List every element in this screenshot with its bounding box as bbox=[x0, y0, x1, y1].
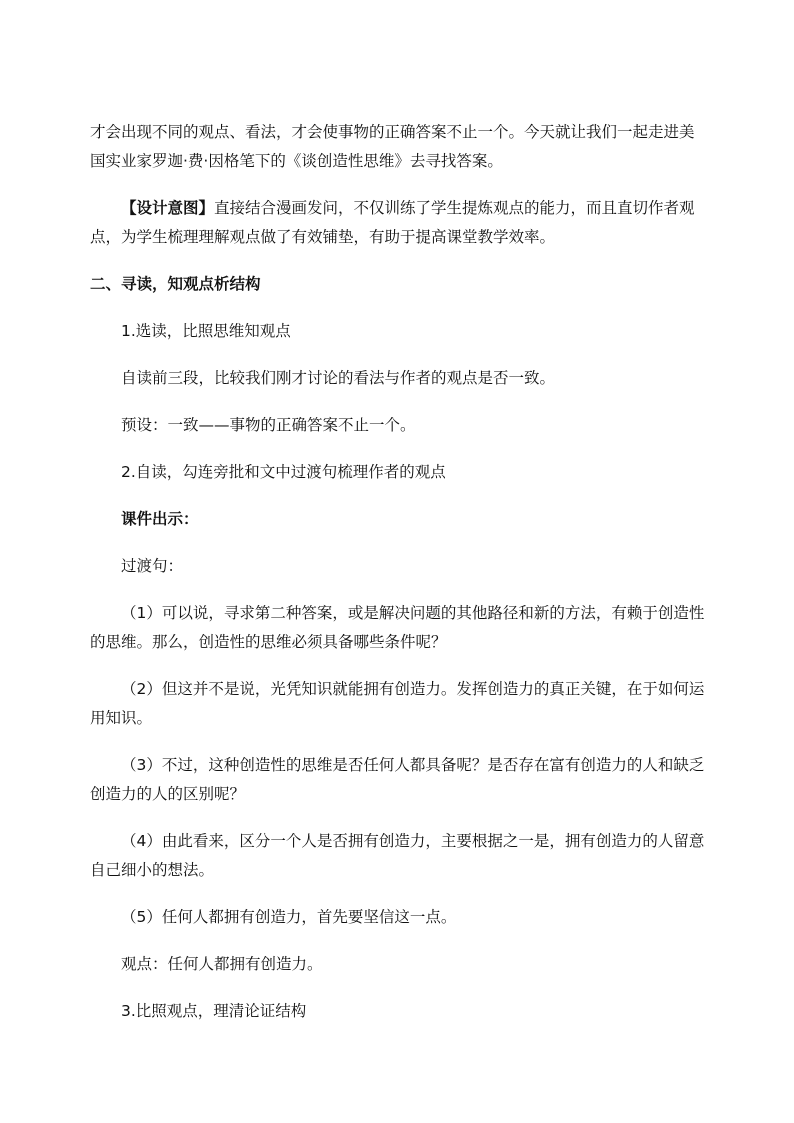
section-heading: 二、寻读，知观点析结构 bbox=[90, 275, 261, 293]
transition-item-1: （1）可以说，寻求第二种答案，或是解决问题的其他路径和新的方法，有赖于创造性的思维。那么，创造性的思维必须具备哪些条件呢？ bbox=[90, 604, 705, 651]
read-instruction: 自读前三段，比较我们刚才讨论的看法与作者的观点是否一致。 bbox=[121, 369, 556, 387]
transition-item-4: （4）由此看来，区分一个人是否拥有创造力，主要根据之一是，拥有创造力的人留意自己细小的想法。 bbox=[90, 832, 705, 879]
step-3: 3.比照观点，理清论证结构 bbox=[121, 1002, 307, 1020]
step-2: 2.自读，勾连旁批和文中过渡句梳理作者的观点 bbox=[121, 463, 446, 481]
viewpoint-statement: 观点：任何人都拥有创造力。 bbox=[121, 955, 323, 973]
transition-item-2: （2）但这并不是说，光凭知识就能拥有创造力。发挥创造力的真正关键，在于如何运用知识。 bbox=[90, 680, 705, 727]
transition-label: 过渡句： bbox=[121, 557, 184, 575]
preset-answer: 预设：一致——事物的正确答案不止一个。 bbox=[121, 416, 416, 434]
step-1: 1.选读，比照思维知观点 bbox=[121, 322, 291, 340]
transition-item-3: （3）不过，这种创造性的思维是否任何人都具备呢？是否存在富有创造力的人和缺乏创造力的人的区别呢？ bbox=[90, 756, 705, 803]
design-intent-paragraph bbox=[90, 194, 706, 252]
design-intent-tag: 【设计意图】 bbox=[121, 199, 215, 217]
intro-paragraph: 才会出现不同的观点、看法，才会使事物的正确答案不止一个。今天就让我们一起走进美国实业家罗迦·费·因格笔下的《谈创造性思维》去寻找答案。 bbox=[90, 123, 695, 170]
courseware-label: 课件出示： bbox=[121, 510, 199, 528]
design-intent-text: 直接结合漫画发问，不仅训练了学生提炼观点的能力，而且直切作者观点，为学生梳理理解观点做了有效铺垫，有助于提高课堂教学效率。 bbox=[90, 199, 695, 246]
document-page bbox=[90, 118, 706, 1044]
transition-item-5: （5）任何人都拥有创造力，首先要坚信这一点。 bbox=[121, 908, 457, 926]
